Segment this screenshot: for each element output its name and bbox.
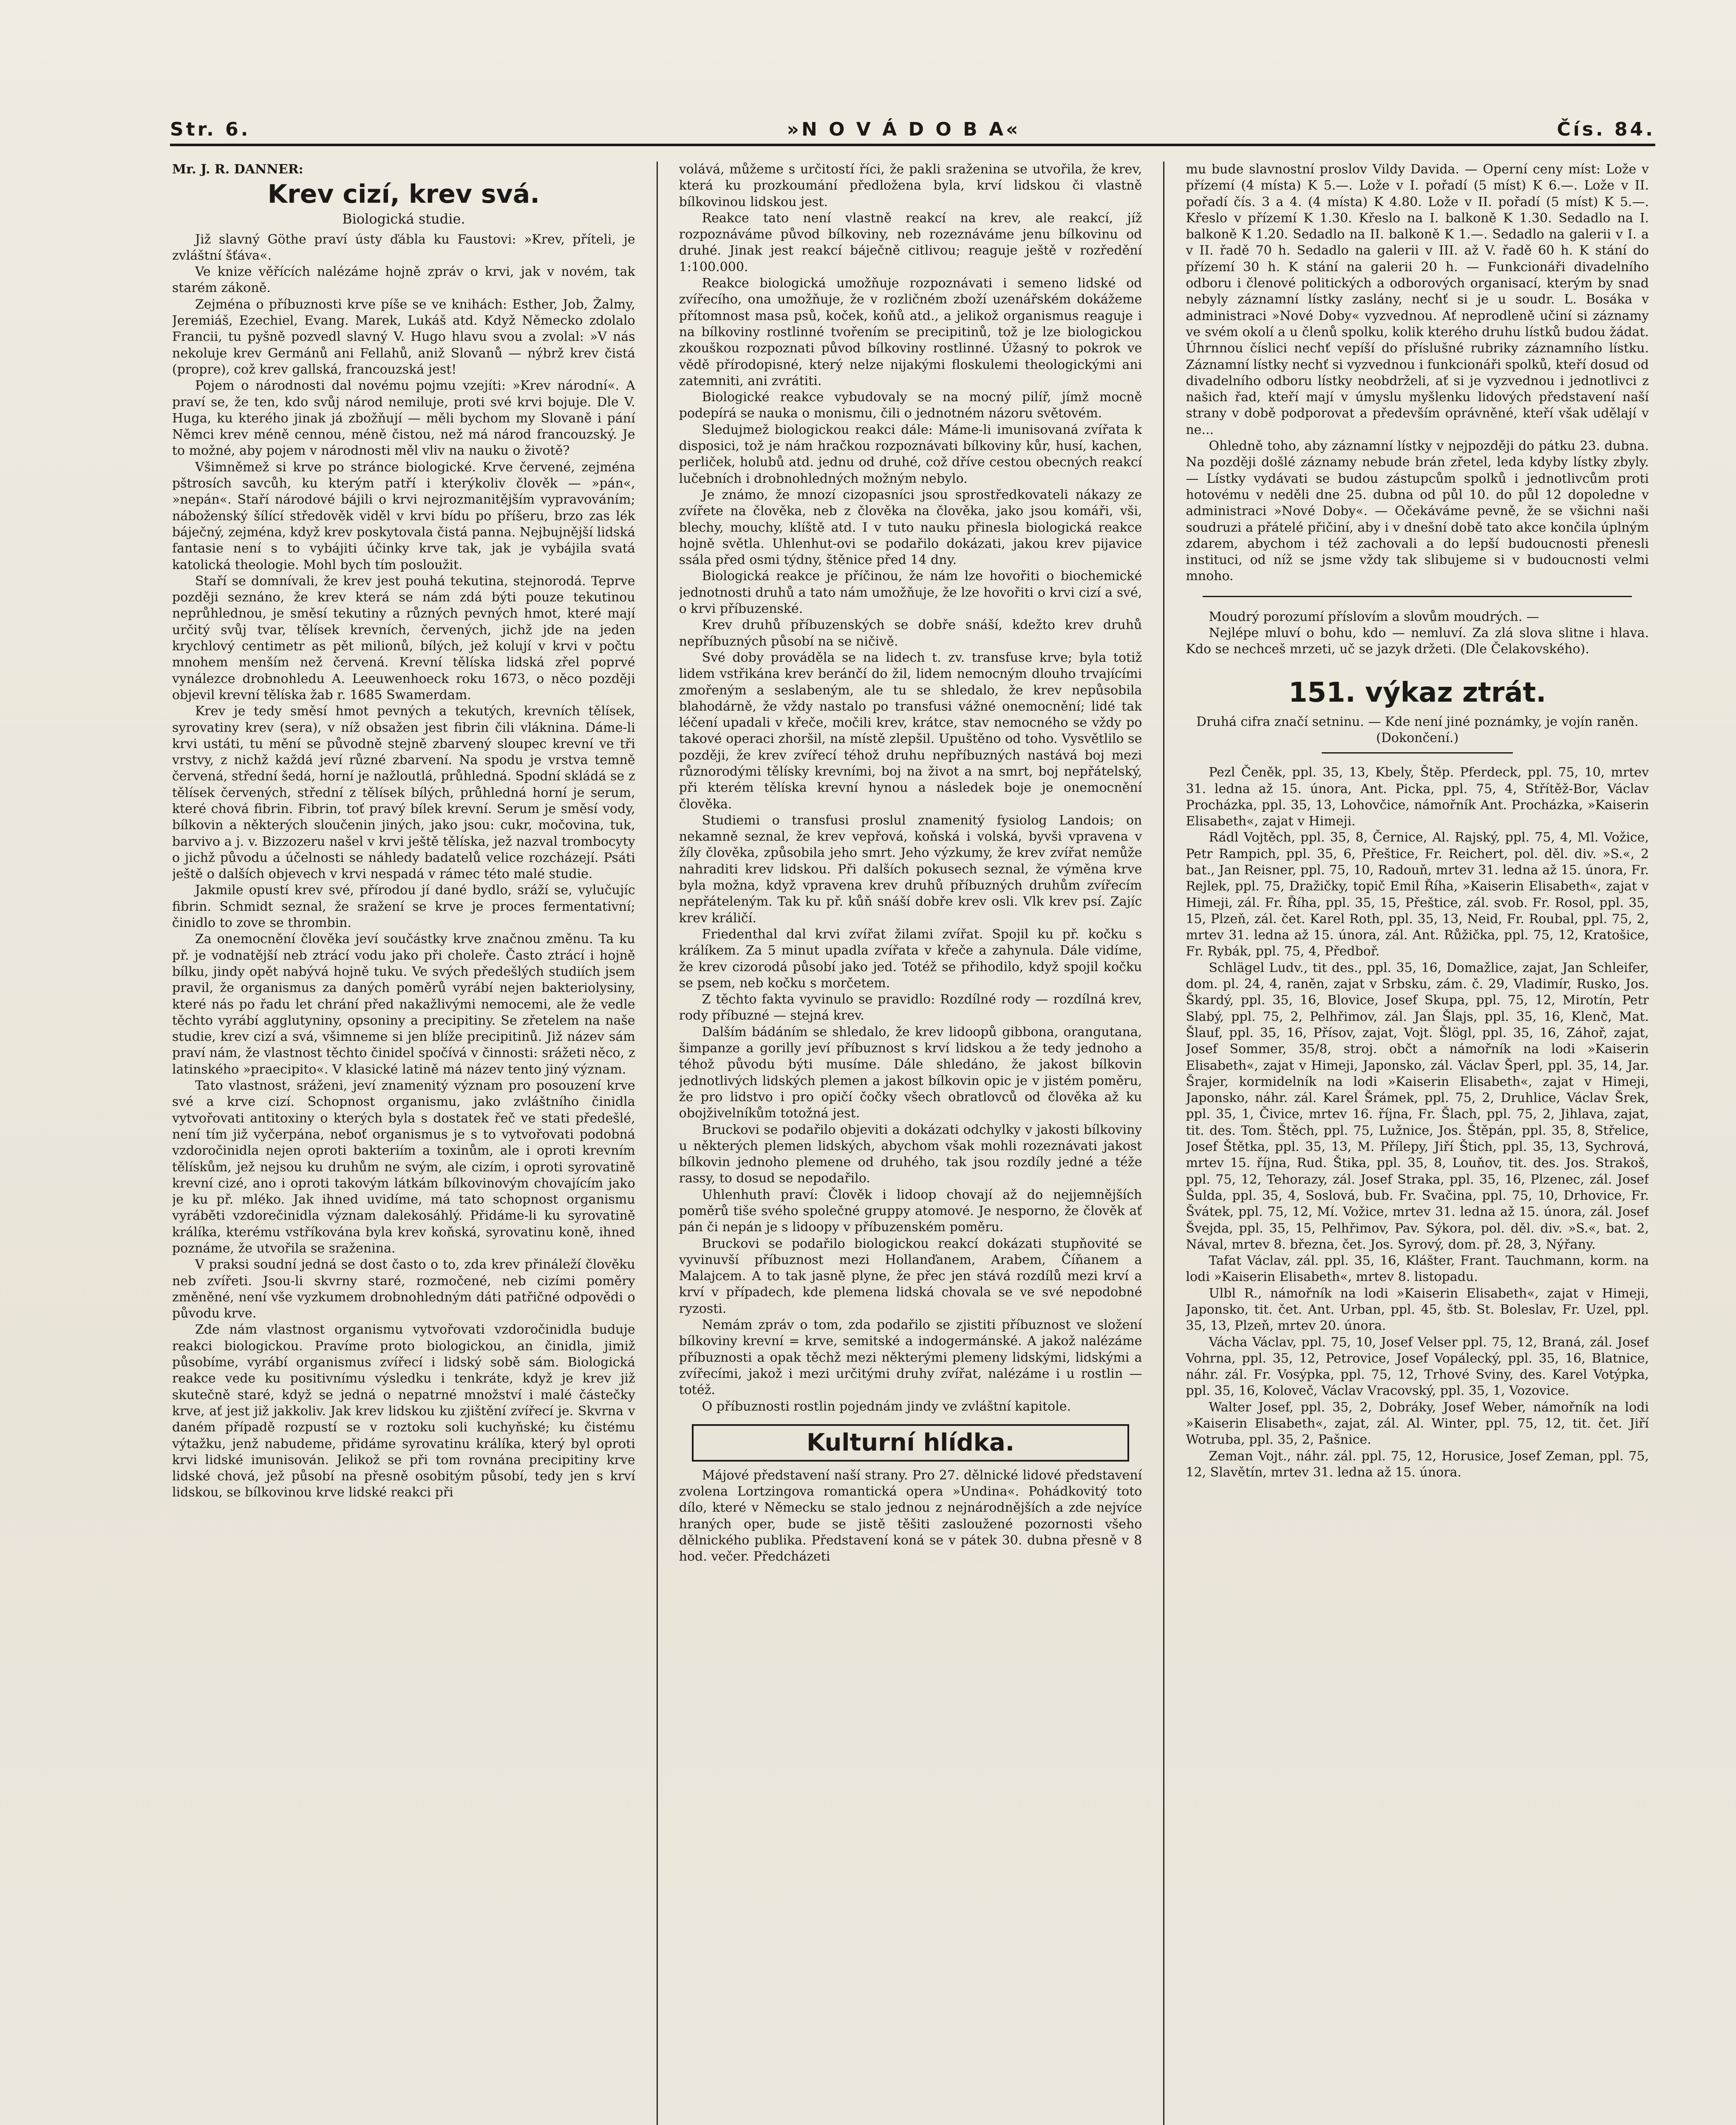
paragraph: Tato vlastnost, sráženi, jeví znamenitý význam pro posouzení krve své a krve cizí. Schopnost organismu, jako zvláštního činidla vytvořovati antitoxiny o kterých byla s dostatek řeč ve stati předešlé, není tím již vyčerpána, neboť organismus je s to vytvořovati podobná vzdoročinidla nejen oproti bakteriím a toxinům, ale i oproti krevním tělískům, jež nejsou ku druhům ne svým, ale cizím, i oproti syrovatině krevní cizé, ano i oproti takovým látkám bílkovinovým chovajícím jako je ku př. mléko. Jak ihned uvidíme, má tato schopnost organismu vyráběti vzdorečinidla význam dalekosáhlý. Přidáme-li ku syrovatině králíka, kterému vstříkována byla krev koňská, syrovatinu koně, ihned poznáme, že utvořila se sraženina. [172,1078,635,1256]
loss-entry: Tafat Václav, zál. ppl. 35, 16, Klášter, Frant. Tauchmann, korm. na lodi »Kaiserin Elisabeth«, mrtev 8. listopadu. [1186,1253,1649,1285]
page-header [170,106,1655,140]
paragraph: Nemám zpráv o tom, zda podařilo se zjistiti příbuznost ve složení bílkoviny krevní = krve, semitské a indogermánské. A jakož nalézáme příbuznosti a opak těchž mezi některými plemeny lidskými, lidskými a zvířecími, jakož i mezi určitými druhy zvířat, nalézáme i u rostlin — totéž. [679,1318,1142,1398]
paragraph: V praksi soudní jedná se dost často o to, zda krev přináleží člověku neb zvířeti. Jsou-li skvrny staré, rozmočené, neb cizími poměry změněné, není vše vyzkumem drobnohledným dáti patřičné odpovědi o původu krve. [172,1257,635,1321]
loss-entry: Vácha Václav, ppl. 75, 10, Josef Velser ppl. 75, 12, Braná, zál. Josef Vohrna, ppl. 35, 12, Petrovice, Josef Vopálecký, ppl. 35, 16, Blatnice, náhr. zál. Fr. Vosýpka, ppl. 75, 12, Trhové Sviny, des. Karel Votýpka, ppl. 35, 16, Koloveč, Václav Vracovský, ppl. 35, 1, Vozovice. [1186,1334,1649,1399]
paragraph: Bruckovi se podařilo objeviti a dokázati odchylky v jakosti bílkoviny u některých plemen lidských, abychom však mohli rozeznávati jakost bílkovin jednoho plemene od druhého, tak jsou rozdíly jedné a téže rassy, to dosud se nepodařilo. [679,1122,1142,1186]
paragraph: Krev druhů příbuzenských se dobře snáší, kdežto krev druhů nepříbuzných působí na se ničivě. [679,618,1142,649]
quote: Moudrý porozumí příslovím a slovům moudrých. — [1209,609,1539,624]
paragraph: volává, můžeme s určitostí říci, že pakli sraženina se utvořila, že krev, která ku prozkoumání předložena byla, krví lidskou či vlastně bílkovinou lidskou jest. [679,162,1142,210]
losses-intro: Druhá cifra značí setninu. — Kde není jiné poznámky, je vojín raněn. (Dokončení.) [1196,714,1639,745]
issue-number: Čís. 84. [1557,119,1655,140]
page-number: Str. 6. [170,119,251,140]
paragraph: Ohledně toho, aby záznamní lístky v nejpozději do pátku 23. dubna. Na později došlé záznamy nebude brán zřetel, leda kdyby lístky zbyly. — Lístky vydávati se budou zástupcům spolků i jednotlivcům proti hotovému v neděli dne 25. dubna od půl 10. do půl 12 dopoledne v administraci »Nové Doby«. — Očekáváme pevně, že se všichni naši soudruzi a přátelé přičiní, aby i v dnešní době tato akce končila úplným zdarem, abychom i též zachovali a do lepší budoucnosti přenesli instituci, od níž se jsme vždy tak slibujeme si v budoucnosti velmi mnoho. [1186,439,1649,584]
paragraph: Dalším bádáním se shledalo, že krev lidoopů gibbona, orangutana, šimpanze a gorilly jeví příbuznost s krví lidskou a že tedy jednoho a téhož původu býti musíme. Dále shledáno, že jakost bílkovin jednotlivých lidských plemen a jakost bílkovin opic je v jistém poměru, že pro lidstvo i pro opičí čočky všech obratlovců od člověka až ku obojživelníkům totožná jest. [679,1024,1142,1121]
article-author: Mr. J. R. DANNER: [172,162,303,177]
section-heading-kulturni: Kulturní hlídka. [692,1424,1130,1462]
paragraph: Reakce biologická umožňuje rozpoznávati i semeno lidské od zvířecího, ona umožňuje, že v rozličném zboží uzenářském dokážeme přítomnost masa psů, koček, koňů atd., a jelikož organismus reaguje i na bílkoviny rostlinné tvořením se precipitinů, tož je lze biologickou zkouškou rozpoznati původ bílkoviny rostlinné. Úžasný to pokrok ve vědě přírodopisné, který nelze nijakými floskulemi theologickými ani zatemniti, ani zvrátiti. [679,276,1142,388]
losses-title: 151. výkaz ztrát. [1288,677,1546,708]
paragraph: Krev je tedy směsí hmot pevných a tekutých, krevních tělísek, syrovatiny krev (sera), v níž obsažen jest fibrin čili vláknina. Dáme-li krvi ustáti, tu mění se původně stejně zbarvený sloupec krevní ve tři vrstvy, z nichž každá jeví různé zbarvení. Na spodu je vrstva temně červená, střední šedá, horní je nažloutlá, průhledná. Spodní skládá se z tělísek červených, střední z tělísek bílých, průhledná horní je serum, které chová fibrin. Fibrin, toť pravý bílek krevní. Serum je směsí vody, bílkovin a některých sloučenin jiných, jako jsou: cukr, močovina, tuk, barvivo a j. v. Bizzozeru našel v krvi ještě tělíska, jež nazval trombocyty o jichž původu a účelnosti se náhledy badatelů velice rozcházejí. Psáti ještě o dalších objevech v krvi nespadá v rámec této malé studie. [172,704,635,882]
loss-entry: Pezl Čeněk, ppl. 35, 13, Kbely, Štěp. Pferdeck, ppl. 75, 10, mrtev 31. ledna až 15. února, Ant. Picka, ppl. 75, 4, Střítěž-Bor, Václav Procházka, ppl. 35, 13, Lohovčice, námořník Ant. Procházka, »Kaiserin Elisabeth«, zajat v Himeji. [1186,765,1649,829]
loss-entry: Walter Josef, ppl. 35, 2, Dobráky, Josef Weber, námořník na lodi »Kaiserin Elisabeth«, zajat, zál. Al. Winter, ppl. 75, 12, tit. čet. Jiří Wotruba, ppl. 35, 2, Pašnice. [1186,1400,1649,1448]
quote: Nejlépe mluví o bohu, kdo — nemluví. Za zlá slova slitne i hlava. Kdo se nechceš mrzeti, uč se jazyk držeti. (Dle Čelakovského). [1186,626,1649,657]
paragraph: Všimněmež si krve po stránce biologické. Krve červené, zejména pštrosích savcůh, ku kterým patří i kterýkoliv člověk — »pán«, »nepán«. Staří národové bájili o krvi nejrozmanitějším vypravováním; náboženský šílící středověk viděl v krvi bídu po příšeru, brzo zas lék báječný, zejména, když krev poskytovala čistá panna. Nejbujnější lidská fantasie není s to vybájiti účinky krve tak, jak je vybájila svatá katolická theologie. Mohl bych tím posloužit. [172,459,635,572]
paragraph: Sledujmež biologickou reakci dále: Máme-li imunisovaná zvířata k disposici, tož je nám hračkou rozpoznávati bílkoviny kůr, husí, kachen, perliček, holubů atd. jednu od druhé, což dříve cestou obecných reakcí lučebních i drobnohledných možným nebylo. [679,422,1142,486]
paragraph: Májové představení naší strany. Pro 27. dělnické lidové představení zvolena Lortzingova romantická opera »Undina«. Pohádkovitý toto dílo, které v Německu se stalo jednou z nejnárodnějších a zde nejvíce hraných oper, bude se jistě těšiti zasloužené pozornosti všeho dělnického publika. Představení koná se v pátek 30. dubna přesně v 8 hod. večer. Předcházeti [679,1468,1142,1564]
paragraph: Bruckovi se podařilo biologickou reakcí dokázati stupňovité se vyvinuvší příbuznost mezi Hollanďanem, Arabem, Číňanem a Malajcem. A to tak jasně plyne, že přec jen stává rozdílů mezi krví a krví v případech, kde plemena lidská chovala se ve své nepodobné ryzosti. [679,1236,1142,1316]
loss-entry: Schlägel Ludv., tit des., ppl. 35, 16, Domažlice, zajat, Jan Schleifer, dom. pl. 24, 4, raněn, zajat v Srbsku, zám. č. 29, Vladimír, Rusko, Jos. Škardý, ppl. 35, 16, Blovice, Josef Skupa, ppl. 75, 12, Mirotín, Petr Slabý, ppl. 75, 2, Pelhřimov, zál. Jan Šlajs, ppl. 35, 16, Klenč, Mat. Šlauf, ppl. 35, 16, Přísov, zajat, Vojt. Šlögl, ppl. 35, 16, Záhoř, zajat, Josef Sommer, 35/8, stroj. občt a námořník na lodi »Kaiserin Elisabeth«, zajat v Himeji, Japonsko, zál. Václav Šperl, ppl. 35, 14, Jar. Šrajer, kormidelník na lodi »Kaiserin Elisabeth«, zajat v Himeji, Japonsko, náhr. zál. Karel Šrámek, ppl. 75, 2, Druhlice, Václav Šrek, ppl. 35, 1, Čivice, mrtev 16. října, Fr. Šlach, ppl. 75, 2, Jihlava, zajat, tit. des. Tom. Štěch, ppl. 75, Lužnice, Jos. Štěpán, ppl. 35, 8, Střelice, Josef Štětka, ppl. 35, 13, M. Přílepy, Jiří Štich, ppl. 35, 13, Sychrová, mrtev 15. října, Rud. Štika, ppl. 35, 8, Louňov, tit. des. Jos. Strakoš, ppl. 75, 12, Tehorazy, zál. Josef Straka, ppl. 35, 16, Plzenec, zál. Josef Šulda, ppl. 35, 4, Soslová, bub. Fr. Svačina, ppl. 75, 10, Drhovice, Fr. Švátek, ppl. 75, 12, Mí. Vožice, mrtev 31. ledna až 15. února, zál. Josef Švejda, ppl. 35, 15, Pelhřimov, Pav. Sýkora, pol. děl. div. »S.«, bat. 2, Nával, mrtev 8. března, čet. Jos. Syrový, dom. př. 28, 3, Nýřany. [1186,960,1649,1252]
paragraph: Ve knize věřících nalézáme hojně zpráv o krvi, jak v novém, tak starém zákoně. [172,264,635,296]
columns [172,162,1649,2125]
column-3 [1186,162,1649,2125]
paragraph: Zejména o příbuznosti krve píše se ve knihách: Esther, Job, Žalmy, Jeremiáš, Ezechiel, Evang. Marek, Lukáš atd. Když Německo zdolalo Francii, tu pyšně pozvedl slavný V. Hugo hlavu svou a zvolal: »V nás nekoluje krev Germánů ani Fellahů, aniž Slovanů — nýbrž krev čistá (propre), což krev gallská, francouzská jest! [172,297,635,377]
paragraph: Reakce tato není vlastně reakcí na krev, ale reakcí, jíž rozpoznáváme původ bílkoviny, neb rozeznáváme jenu bílkovinu od druhé. Jinak jest reakcí báječně citlivou; reaguje ještě v rozředění 1:100.000. [679,210,1142,275]
loss-entry: Rádl Vojtěch, ppl. 35, 8, Černice, Al. Rajský, ppl. 75, 4, Ml. Vožice, Petr Rampich, ppl. 35, 6, Přeštice, Fr. Reichert, pol. děl. div. »S.«, 2 bat., Jan Reisner, ppl. 75, 10, Radouň, mrtev 31. ledna až 15. února, Fr. Rejlek, ppl. 75, Dražičky, topič Emil Říha, »Kaiserin Elisabeth«, zajat v Himeji, zál. Fr. Říha, ppl. 35, 15, Přeštice, zál. svob. Fr. Rosol, ppl. 35, 15, Plzeň, zál. čet. Karel Roth, ppl. 35, 13, Neid, Fr. Roubal, ppl. 75, 2, mrtev 31. ledna až 15. února, zál. Ant. Růžička, ppl. 75, 12, Kratošice, Fr. Rybák, ppl. 75, 4, Předboř. [1186,830,1649,959]
section-separator [1322,752,1513,754]
paragraph: Své doby prováděla se na lidech t. zv. transfuse krve; byla totiž lidem vstřikána krev beránčí do žil, lidem nemocným dlouho trvajícími zmořeným a seslabeným, ale tu se shledalo, že krev nepůsobila blahodárně, že vždy nastalo po transfusi vážné onemocnění; lidé tak léčení upadali v křeče, močili krev, krátce, stav nemocného se vždy po takové operaci zhoršil, na místě zlepšil. Upuštěno od toho. Vysvětlilo se později, že krev zvířecí téhož druhu nepříbuzných nastává boj mezi různorodými tělísky krevními, boj na život a na smrt, boj nepřátelský, při kterém tělíska krevní hynou a následek boje je onemocnění člověka. [679,650,1142,812]
article-subtitle: Biologická studie. [342,211,465,227]
paragraph: Uhlenhuth praví: Člověk i lidoop chovají až do nejjemnějších poměrů tiše svého společné gruppy atomové. Je nesporno, že člověk ať pán či nepán je s lidoopy v příbuzenském poměru. [679,1187,1142,1235]
paragraph: Pojem o národnosti dal novému pojmu vzejíti: »Krev národní«. A praví se, že ten, kdo svůj národ nemiluje, proti své krvi bojuje. Dle V. Huga, ku kterého jinak já zbožňují — měli bychom my Slovaně i pání Němci krev méně cennou, méně čistou, než má národ francouzský. Je to možné, aby pojem v národnosti měl vliv na nauku o životě? [172,378,635,459]
column-divider [1163,162,1164,2125]
paragraph: Již slavný Göthe praví ústy ďábla ku Faustovi: »Krev, příteli, je zvláštní šťáva«. [172,232,635,263]
paragraph: Staří se domnívali, že krev jest pouhá tekutina, stejnorodá. Teprve později seznáno, že krev která se nám zdá býti pouze tekutinou neprůhlednou, je směsí tekutiny a různých pevných hmot, které mají určitý svůj tvar, tělísek krevních, červených, jichž jde na jeden krychlový centimetr as pět milionů, bílých, jež kolují v krvi v počtu mnohem menším než červená. Krevní tělíska lidská zřel poprvé vynálezce drobnohledu A. Leeuwenhoeck roku 1673, o něco později objevil krevní tělíska žab r. 1685 Swamerdam. [172,573,635,703]
column-divider [657,162,658,2125]
loss-entry: Ulbl R., námořník na lodi »Kaiserin Elisabeth«, zajat v Himeji, Japonsko, tit. čet. Ant. Urban, ppl. 45, štb. St. Boleslav, Fr. Uzel, ppl. 35, 13, Plzeň, mrtev 20. února. [1186,1286,1649,1334]
header-rule [170,144,1655,146]
loss-entry: Zeman Vojt., náhr. zál. ppl. 75, 12, Horusice, Josef Zeman, ppl. 75, 12, Slavětín, mrtev 31. ledna až 15. února. [1186,1448,1649,1480]
paragraph: Biologická reakce je příčinou, že nám lze hovořiti o biochemické jednotnosti druhů a tato nám umožňuje, že lze hovořiti o krvi cizí a své, o krvi příbuzenské. [679,569,1142,617]
section-separator [1203,596,1632,597]
paragraph: Biologické reakce vybudovaly se na mocný pilíř, jímž mocně podepírá se nauka o monismu, čili o jednotném názoru světovém. [679,390,1142,421]
column-1 [172,162,635,2125]
paragraph: Studiemi o transfusi proslul znamenitý fysiolog Landois; on nekamně seznal, že krev vepřová, koňská i volská, byvši vpravena v žíly člověka, způsobila jeho smrt. Jeho výzkumy, že krev zvířat nemůže nahraditi krev lidskou. Při dalších pokusech seznal, že výměna krve byla možna, když vpravena krev druhů příbuzných druhům zvířecím nepřáteleným. Tak ku př. kůň snáší dobře krev osli. Vlk krev psí. Zajíc krev králičí. [679,813,1142,926]
article-title: Krev cizí, krev svá. [267,179,540,210]
paragraph: O příbuznosti rostlin pojednám jindy ve zvláštní kapitole. [702,1399,1071,1414]
paragraph: mu bude slavnostní proslov Vildy Davida. — Operní ceny míst: Lože v přízemí (4 místa) K 5.—. Lože v I. pořadí (5 míst) K 6.—. Lože v II. pořadí čís. 3 a 4. (4 místa) K 4.80. Lože v II. pořadí (5 míst) K 5.—. Křeslo v přízemí K 1.30. Křeslo na I. balkoně K 1.30. Sedadlo na I. balkoně K 1.20. Sedadlo na II. balkoně K 1.—. Sedadlo na galerii v I. a v II. řadě 70 h. Sedadlo na galerii v III. až V. řadě 60 h. K stání do přízemí 30 h. K stání na galerii 20 h. — Funkcionáři divadelního odboru i členové politických a odborových organisací, kterým by snad nebyly záznamní lístky zaslány, nechť si je u soudr. L. Bosáka v administraci »Nové Doby« vyzvednou. Ať neprodleně učiní si záznamy ve svém okolí a u členů spolku, kolik kterého druhu lístků budou žádat. Úhrnnou číslici nechť vepíší do příslušné rubriky záznamního lístku. Záznamní lístky nechť si vyzvednou i funkcionáři spolků, kteří dosud od divadelního odboru lístky neobdrželi, ať si je vyzvednou i jednotlivci z našich řad, kteří mají v úmyslu myšlenku lidových představení naší strany v době podporovat a především oprávněné, kteří však udělají v ne... [1186,162,1649,437]
masthead: »N O V Á D O B A« [787,119,1021,140]
paragraph: Zde nám vlastnost organismu vytvořovati vzdoročinidla buduje reakci biologickou. Pravíme proto biologickou, an činidla, jimiž působíme, vyrábí organismus zvířecí i lidský sobě sám. Biologická reakce vede ku positivnímu výsledku i tenkráte, když je krev již skutečně staré, když se jedná o nepatrné množství i malé částečky krve, ať jest již jakkoliv. Jak krev lidskou ku zjištění zvířecí je. Skvrna v daném případě rozpustí se v roztoku soli kuchyňské; ku čistému výtažku, jenž nabudeme, přidáme syrovatinu králíka, který byl oproti krvi lidské imunisován. Jelikož se při tom rovnána precipitiny krve lidské chová, jež působí na přesně osobitým působí, tedy jen s krví lidskou, se bílkovinou krve lidské reakci při [172,1322,635,1500]
paragraph: Friedenthal dal krvi zvířat žilami zvířat. Spojil ku př. kočku s králíkem. Za 5 minut upadla zvířata v křeče a zahynula. Dále vidíme, že krev cizorodá působí jako jed. Totéž se přihodilo, když spojil kočku se psem, neb kočku s morčetem. [679,926,1142,991]
paragraph: Je známo, že mnozí cizopasníci jsou sprostředkovateli nákazy ze zvířete na člověka, neb z člověka na člověka, jako jsou komáři, vši, blechy, mouchy, klíště atd. I v tuto nauku přinesla biologická reakce hojně světla. Uhlenhut-ovi se podařilo dokázati, jakou krev pijavice ssála před osmi týdny, štěnice před 14 dny. [679,487,1142,568]
paragraph: Jakmile opustí krev své, přírodou jí dané bydlo, sráží se, vylučujíc fibrin. Schmidt seznal, že sražení se krve je proces fermentativní; činidlo to zove se thrombin. [172,883,635,931]
paragraph: Z těchto fakta vyvinulo se pravidlo: Rozdílné rody — rozdílná krev, rody příbuzné — stejná krev. [679,992,1142,1023]
paragraph: Za onemocnění člověka jeví součástky krve značnou změnu. Ta ku př. je vodnatější neb ztrácí vodu jako při choleře. Často ztrácí i hojně bílku, jindy opět nabývá hojně tuku. Ve svých předešlých studiích jsem pravil, že organismus za daných poměrů vyrábí nejen bakteriolysiny, které nás po řadu let chrání před nakažlivými nemocemi, ale že vedle těchto vyrábí agglutyniny, opsoniny a precipitiny. Se zřetelem na naše studie, krev cizí a svá, všimneme si jen blíže precipitinů. Již název sám praví nám, že vlastnost těchto činidel spočívá v činnosti: srážeti něco, z latinského »praecipito«. V klasické latině má název tento jiný význam. [172,932,635,1077]
column-2 [679,162,1142,2125]
